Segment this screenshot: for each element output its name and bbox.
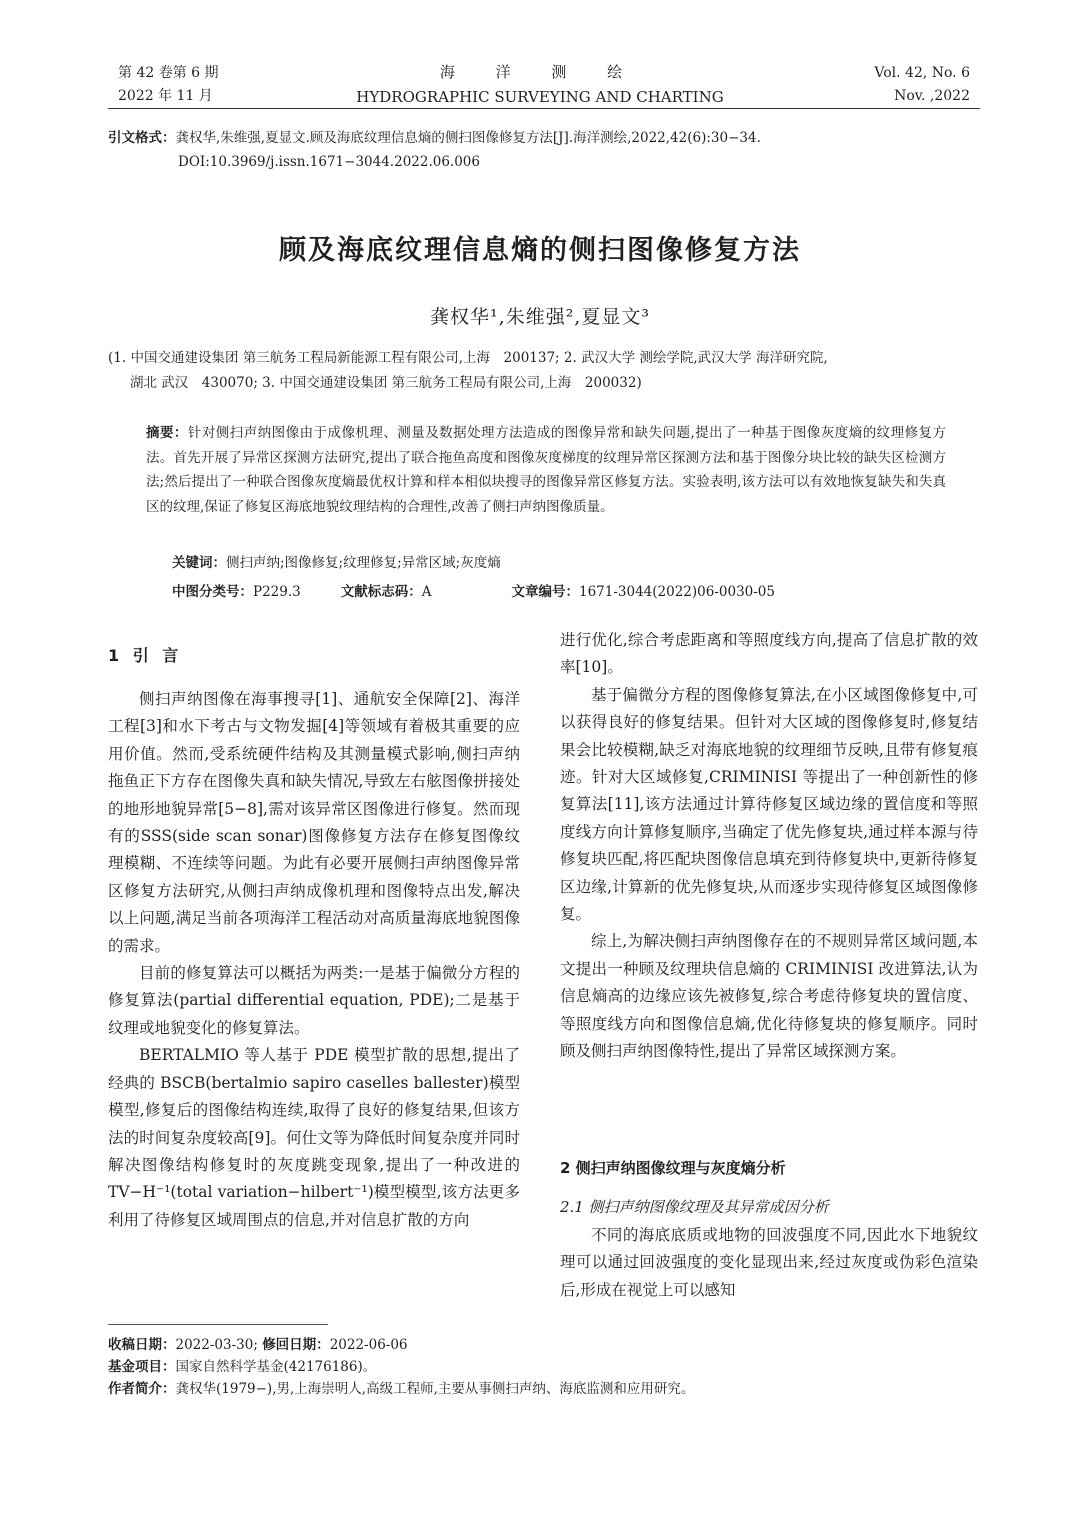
revised-label: 修回日期：	[262, 1337, 330, 1353]
fund-text: 国家自然科学基金(42176186)。	[175, 1359, 377, 1375]
header-volume-en-text: Vol. 42, No. 6	[874, 65, 970, 81]
doc-code-value: A	[421, 584, 432, 600]
intro-paragraph-4: 基于偏微分方程的图像修复算法,在小区域图像修复中,可以获得良好的修复结果。但针对大区域的图像修复时,修复结果会比较模糊,缺乏对海底地貌的纹理细节反映,且带有修复痕迹。针对大区域修复,CRIMINISI 等提出了一种创新性的修复算法[11],该方法通过计算待修复区域边缘的置信度和等照度线方向计算修复顺序,当确定了优先修复块,通过样本源与待修复块匹配,将匹配块图像信息填充到待修复块中,更新待修复区边缘,计算新的优先修复块,从而逐步实现待修复区域图像修复。	[560, 685, 978, 924]
keywords-text: 侧扫声纳;图像修复;纹理修复;异常区域;灰度熵	[226, 555, 501, 571]
article-no-label: 文章编号：	[511, 584, 579, 600]
citation-doi[interactable]: DOI:10.3969/j.issn.1671−3044.2022.06.006	[178, 154, 480, 170]
affiliation-line-2: 湖北 武汉 430070; 3. 中国交通建设集团 第三航务工程局有限公司,上海 200032)	[130, 375, 642, 391]
revised-date: 2022-06-06	[329, 1337, 408, 1353]
clc-label: 中图分类号：	[172, 584, 253, 600]
journal-name-cn: 海 洋 测 绘	[439, 63, 641, 81]
citation-label: 引文格式：	[108, 130, 176, 146]
journal-name-en: HYDROGRAPHIC SURVEYING AND CHARTING	[356, 88, 724, 106]
doc-code-label: 文献标志码：	[340, 584, 422, 600]
citation	[108, 126, 988, 174]
subsection-2-1-body	[560, 1222, 978, 1304]
author-list: 龚权华¹,朱维强²,夏显文³	[430, 306, 650, 328]
intro-continuation: 进行优化,综合考虑距离和等照度线方向,提高了信息扩散的效率[10]。	[560, 631, 978, 677]
header-rule	[108, 108, 980, 109]
abstract-label: 摘要：	[146, 425, 188, 441]
header-volume-en	[874, 62, 970, 108]
subsection-2-1-heading: 2.1 侧扫声纳图像纹理及其异常成因分析	[560, 1198, 829, 1216]
footnote-rule	[108, 1324, 328, 1325]
section-2-heading: 2 侧扫声纳图像纹理与灰度熵分析	[560, 1159, 786, 1177]
footnote	[108, 1334, 988, 1400]
keywords-label: 关键词：	[172, 555, 226, 571]
clc-value: P229.3	[253, 584, 301, 600]
received-label: 收稿日期：	[108, 1337, 176, 1353]
section-1-heading: 1 引 言	[108, 646, 183, 665]
classification	[172, 580, 972, 604]
received-date: 2022-03-30;	[175, 1337, 258, 1353]
paper-title: 顾及海底纹理信息熵的侧扫图像修复方法	[279, 235, 801, 266]
intro-paragraph-1: 侧扫声纳图像在海事搜寻[1]、通航安全保障[2]、海洋工程[3]和水下考古与文物发掘[4]等领域有着极其重要的应用价值。然而,受系统硬件结构及其测量模式影响,侧扫声纳拖鱼正下方存在图像失真和缺失情况,导致左右舷图像拼接处的地形地貌异常[5−8],需对该异常区图像进行修复。然而现有的SSS(side scan sonar)图像修复方法存在修复图像纹理模糊、不连续等问题。为此有必要开展侧扫声纳图像异常区修复方法研究,从侧扫声纳成像机理和图像特点出发,解决以上问题,满足当前各项海洋工程活动对高质量海底地貌图像的需求。	[108, 690, 520, 955]
fund-label: 基金项目：	[108, 1359, 176, 1375]
keywords	[172, 551, 972, 575]
header-volume-cn	[118, 62, 219, 108]
intro-paragraph-5: 综上,为解决侧扫声纳图像存在的不规则异常区域问题,本文提出一种顾及纹理块信息熵的 CRIMINISI 改进算法,认为信息熵高的边缘应该先被修复,综合考虑待修复块的置信度、等照度线方向和图像信息熵,优化待修复块的修复顺序。同时顾及侧扫声纳图像特性,提出了异常区域探测方案。	[560, 932, 978, 1061]
header-volume: 第 42 卷第 6 期	[118, 65, 219, 81]
header-journal	[320, 60, 760, 110]
article-no-value: 1671-3044(2022)06-0030-05	[578, 584, 775, 600]
left-column	[108, 686, 520, 1234]
affiliation-line-1: (1. 中国交通建设集团 第三航务工程局新能源工程有限公司,上海 200137; 2. 武汉大学 测绘学院,武汉大学 海洋研究院,	[108, 350, 828, 366]
intro-paragraph-2: 目前的修复算法可以概括为两类:一是基于偏微分方程的修复算法(partial differential equation, PDE);二是基于纹理或地貌变化的修复算法。	[108, 964, 520, 1037]
header-date-en: Nov. ,2022	[894, 88, 970, 104]
subsection-2-1-text: 不同的海底底质或地物的回波强度不同,因此水下地貌纹理可以通过回波强度的变化显现出来,经过灰度或伪彩色渲染后,形成在视觉上可以感知	[560, 1226, 978, 1299]
header-date: 2022 年 11 月	[118, 88, 213, 104]
affiliations	[108, 346, 980, 396]
right-column	[560, 627, 978, 1066]
citation-text: 龚权华,朱维强,夏显文.顾及海底纹理信息熵的侧扫图像修复方法[J].海洋测绘,2022,42(6):30−34.	[175, 130, 761, 146]
intro-paragraph-3: BERTALMIO 等人基于 PDE 模型扩散的思想,提出了经典的 BSCB(bertalmio sapiro caselles ballester)模型模型,修复后的图像结构连续,取得了良好的修复结果,但该方法的时间复杂度较高[9]。何仕文等为降低时间复杂度并同时解决图像结构修复时的灰度跳变现象,提出了一种改进的 TV−H⁻¹(total variation−hilbert⁻¹)模型模型,该方法更多利用了待修复区域周围点的信息,并对信息扩散的方向	[108, 1046, 520, 1229]
abstract-text: 针对侧扫声纳图像由于成像机理、测量及数据处理方法造成的图像异常和缺失问题,提出了一种基于图像灰度熵的纹理修复方法。首先开展了异常区探测方法研究,提出了联合拖鱼高度和图像灰度梯度的纹理异常区探测方法和基于图像分块比较的缺失区检测方法;然后提出了一种联合图像灰度熵最优权计算和样本相似块搜寻的图像异常区修复方法。实验表明,该方法可以有效地恢复缺失和失真区的纹理,保证了修复区海底地貌纹理结构的合理性,改善了侧扫声纳图像质量。	[146, 425, 947, 515]
author-bio-text: 龚权华(1979−),男,上海崇明人,高级工程师,主要从事侧扫声纳、海底监测和应用研究。	[175, 1381, 695, 1397]
author-bio-label: 作者简介：	[108, 1381, 176, 1397]
abstract	[146, 421, 946, 519]
